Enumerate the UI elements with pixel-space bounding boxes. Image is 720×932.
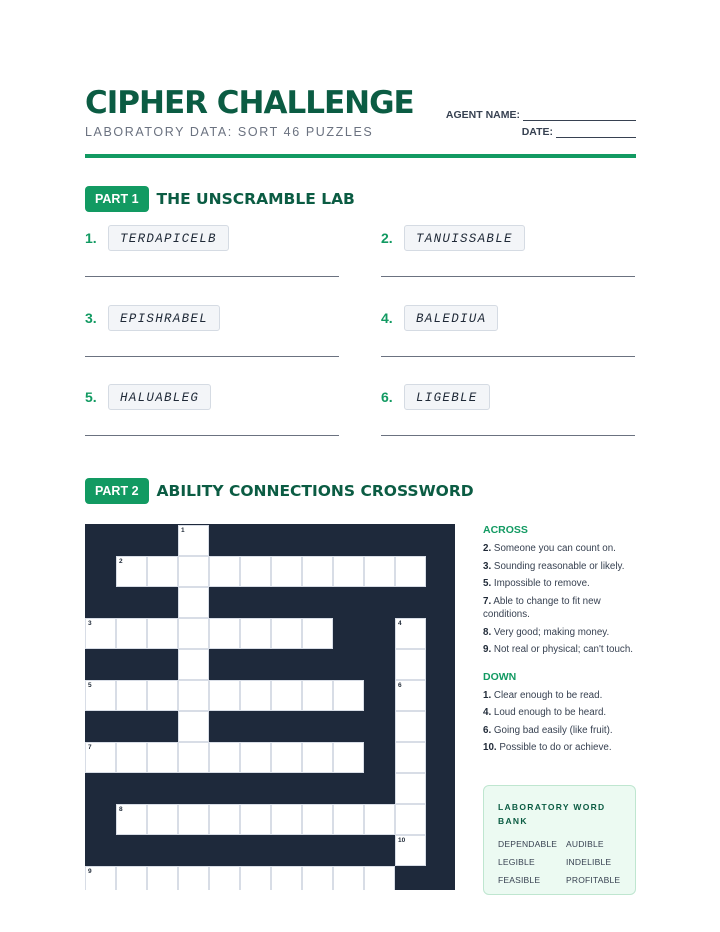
crossword-cell[interactable] xyxy=(302,742,333,773)
across-clue: 7. Able to change to fit new conditions. xyxy=(483,595,601,620)
crossword-cell[interactable] xyxy=(178,680,209,711)
crossword-cell[interactable] xyxy=(209,742,240,773)
crossword-cell[interactable] xyxy=(395,556,426,587)
page-subtitle: LABORATORY DATA: SORT 46 PUZZLES xyxy=(85,125,374,139)
page-title: CIPHER CHALLENGE xyxy=(85,85,414,121)
down-clue: 1. Clear enough to be read. xyxy=(483,689,603,701)
agent-name-field[interactable] xyxy=(446,109,636,121)
crossword-cell[interactable] xyxy=(364,556,395,587)
scrambled-word: TANUISSABLE xyxy=(404,225,525,251)
crossword-cell[interactable] xyxy=(333,742,364,773)
across-clue: 8. Very good; making money. xyxy=(483,626,610,638)
crossword-cell[interactable] xyxy=(271,804,302,835)
puzzle-item[interactable] xyxy=(85,384,339,436)
crossword-cell[interactable] xyxy=(85,866,116,890)
part2-badge: PART 2 xyxy=(85,478,149,504)
crossword-cell[interactable] xyxy=(147,680,178,711)
crossword-cell[interactable] xyxy=(178,556,209,587)
crossword-cell-number: 10 xyxy=(398,837,406,844)
puzzle-number: 3. xyxy=(85,310,97,326)
bank-word: FEASIBLE xyxy=(498,875,541,885)
puzzle-number: 6. xyxy=(381,389,393,405)
clues-panel xyxy=(483,524,636,759)
crossword-cell[interactable] xyxy=(85,742,116,773)
crossword-cell[interactable] xyxy=(178,804,209,835)
part2-header xyxy=(85,478,474,504)
bank-word: AUDIBLE xyxy=(566,839,604,849)
crossword-cell[interactable] xyxy=(395,773,426,804)
crossword-cell[interactable] xyxy=(271,556,302,587)
crossword-cell[interactable] xyxy=(395,804,426,835)
date-label: DATE: xyxy=(521,126,553,138)
scrambled-word: TERDAPICELB xyxy=(108,225,229,251)
crossword-cell-number: 3 xyxy=(88,620,92,627)
crossword-cell[interactable] xyxy=(209,866,240,890)
crossword-cell[interactable] xyxy=(271,680,302,711)
crossword-cell[interactable] xyxy=(333,866,364,890)
crossword-cell[interactable] xyxy=(116,804,147,835)
date-line[interactable] xyxy=(556,127,636,138)
puzzle-number: 4. xyxy=(381,310,393,326)
crossword-cell-number: 8 xyxy=(119,806,123,813)
crossword-cell-number: 7 xyxy=(88,744,92,751)
crossword-cell[interactable] xyxy=(302,618,333,649)
agent-name-label: AGENT NAME: xyxy=(445,109,520,121)
word-bank-list xyxy=(498,838,621,886)
puzzle-number: 2. xyxy=(381,230,393,246)
crossword-cell[interactable] xyxy=(240,742,271,773)
crossword-cell[interactable] xyxy=(85,618,116,649)
puzzle-item[interactable] xyxy=(381,305,635,357)
down-clue: 4. Loud enough to be heard. xyxy=(483,707,607,718)
scrambled-word: EPISHRABEL xyxy=(108,305,220,331)
crossword-cell[interactable] xyxy=(302,866,333,890)
crossword-cell[interactable] xyxy=(240,618,271,649)
agent-name-line[interactable] xyxy=(523,110,636,121)
crossword-cell[interactable] xyxy=(147,866,178,890)
crossword-cell[interactable] xyxy=(364,866,395,890)
crossword-cell[interactable] xyxy=(364,804,395,835)
crossword-grid xyxy=(85,524,455,890)
across-clue: 2. Someone you can count on. xyxy=(483,543,616,554)
crossword-cell[interactable] xyxy=(116,680,147,711)
crossword-cell[interactable] xyxy=(240,556,271,587)
crossword-cell[interactable] xyxy=(178,649,209,680)
across-clue: 5. Impossible to remove. xyxy=(483,578,590,589)
crossword-cell[interactable] xyxy=(395,711,426,742)
part1-header xyxy=(85,186,355,212)
crossword-cell[interactable] xyxy=(178,618,209,649)
bank-word: INDELIBLE xyxy=(566,857,612,867)
bank-word: PROFITABLE xyxy=(566,875,621,885)
crossword-cell[interactable] xyxy=(116,618,147,649)
crossword-cell[interactable] xyxy=(85,680,116,711)
crossword-cell[interactable] xyxy=(271,866,302,890)
date-field[interactable] xyxy=(522,126,636,138)
crossword-cell[interactable] xyxy=(395,742,426,773)
crossword-cell[interactable] xyxy=(209,804,240,835)
crossword-cell[interactable] xyxy=(209,680,240,711)
crossword-cell[interactable] xyxy=(240,680,271,711)
crossword-cell[interactable] xyxy=(333,804,364,835)
scrambled-word: LIGEBLE xyxy=(404,384,490,410)
crossword-cell-number: 2 xyxy=(119,558,123,565)
puzzle-item[interactable] xyxy=(85,305,339,357)
word-bank xyxy=(483,785,636,895)
crossword-cell[interactable] xyxy=(116,556,147,587)
crossword-cell[interactable] xyxy=(178,587,209,618)
crossword-cell[interactable] xyxy=(178,866,209,890)
across-clue: 3. Sounding reasonable or likely. xyxy=(483,560,625,572)
bank-word: LEGIBLE xyxy=(498,857,535,867)
crossword-cell-number: 9 xyxy=(88,868,92,875)
crossword-cell[interactable] xyxy=(302,680,333,711)
crossword-cell[interactable] xyxy=(395,649,426,680)
crossword-cell[interactable] xyxy=(333,680,364,711)
down-clue: 10. Possible to do or achieve. xyxy=(483,742,612,753)
crossword-cell[interactable] xyxy=(178,525,209,556)
puzzle-number: 5. xyxy=(85,389,97,405)
crossword-cell[interactable] xyxy=(271,618,302,649)
crossword-cell[interactable] xyxy=(209,618,240,649)
puzzle-number: 1. xyxy=(85,230,97,246)
across-clue: 9. Not real or physical; can't touch. xyxy=(483,644,634,655)
puzzle-item[interactable] xyxy=(85,225,339,277)
puzzle-item[interactable] xyxy=(381,225,635,277)
puzzle-item[interactable] xyxy=(381,384,635,436)
scrambled-word: BALEDIUA xyxy=(404,305,498,331)
crossword-cell[interactable] xyxy=(395,835,426,866)
crossword-cell[interactable] xyxy=(395,618,426,649)
crossword-cell-number: 6 xyxy=(398,682,402,689)
crossword-cell[interactable] xyxy=(178,742,209,773)
crossword-cell-number: 4 xyxy=(398,620,402,627)
word-bank-title: LABORATORY WORD BANK xyxy=(498,802,606,826)
crossword-cell[interactable] xyxy=(147,742,178,773)
crossword-cell-number: 5 xyxy=(88,682,92,689)
down-clue: 6. Going bad easily (like fruit). xyxy=(483,724,613,736)
crossword-cell[interactable] xyxy=(116,866,147,890)
crossword-cell[interactable] xyxy=(147,556,178,587)
part1-badge: PART 1 xyxy=(85,186,149,212)
page-header xyxy=(85,82,636,158)
crossword-cell[interactable] xyxy=(147,618,178,649)
crossword-cell-number: 1 xyxy=(181,527,185,534)
crossword-cell[interactable] xyxy=(395,680,426,711)
crossword-cell[interactable] xyxy=(147,804,178,835)
crossword-cell[interactable] xyxy=(116,742,147,773)
crossword-cell[interactable] xyxy=(302,804,333,835)
part2-title: ABILITY CONNECTIONS CROSSWORD xyxy=(156,482,474,500)
crossword-cell[interactable] xyxy=(302,556,333,587)
crossword-cell[interactable] xyxy=(240,866,271,890)
across-heading: ACROSS xyxy=(483,524,528,536)
scrambled-word: HALUABLEG xyxy=(108,384,211,410)
crossword-cell[interactable] xyxy=(271,742,302,773)
down-heading: DOWN xyxy=(483,670,517,683)
bank-word: DEPENDABLE xyxy=(498,839,558,849)
crossword-cell[interactable] xyxy=(209,556,240,587)
crossword-cell[interactable] xyxy=(240,804,271,835)
part1-title: THE UNSCRAMBLE LAB xyxy=(156,190,355,208)
crossword-cell[interactable] xyxy=(178,711,209,742)
crossword-cell[interactable] xyxy=(333,556,364,587)
